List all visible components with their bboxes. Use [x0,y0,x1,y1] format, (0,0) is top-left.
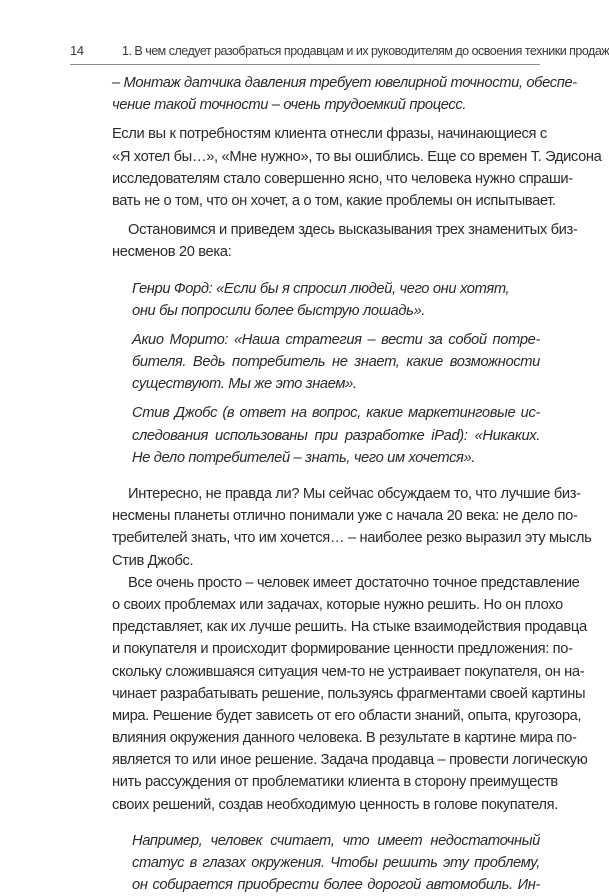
text-line: Генри Форд: «Если бы я спросил людей, чего они хотят, [132,280,510,297]
text-line: требителей знать, что им хочется… – наиболее резко выразил эту мысль [112,530,592,547]
text-line: Например, человек считает, что имеет недостаточный [132,832,540,849]
text-line: Остановимся и приведем здесь высказывания трех знаменитых биз- [128,222,578,239]
text-line: несменов 20 века: [112,244,232,261]
text-line: «Я хотел бы…», «Мне нужно», то вы ошиблись. Еще со времен Т. Эдисона [112,148,602,165]
text-line: влияния окружения данного человека. В результате в картине мира по- [112,730,577,747]
text-line: чинает разрабатывать решение, пользуясь фрагментами своей картины [112,685,586,702]
paragraph [112,483,592,572]
italic-paragraph [112,72,577,116]
paragraph [112,572,588,816]
text-line: чение такой точности – очень трудоемкий процесс. [112,97,467,114]
text-line: Стив Джобс (в ответ на вопрос, какие маркетинговые ис- [132,405,540,422]
text-line: он собирается приобрести более дорогой автомобиль. Ин- [132,877,540,894]
paragraph [112,123,602,212]
text-line: существуют. Мы же это знаем». [132,376,357,393]
text-line: – Монтаж датчика давления требует ювелирной точности, обеспе- [112,75,577,91]
text-line: вать не о том, что он хочет, а о том, какие проблемы он испытывает. [112,192,556,209]
text-line: и покупателя и происходит формирование ценности предложения: по- [112,641,573,658]
text-line: Стив Джобс. [112,552,194,569]
text-line: своих решений, создав необходимую ценность в голове покупателя. [112,796,558,813]
text-line: нить рассуждения от проблематики клиента в сторону преимуществ [112,774,558,791]
text-line: скольку сложившаяся ситуация чем-то не устраивает покупателя, он на- [112,663,585,680]
running-header [70,43,609,58]
quote-jobs [132,402,540,469]
text-line: является то или иное решение. Задача продавца – провести логическую [112,752,588,769]
text-line: Акио Морито: «Наша стратегия – вести за собой потре- [132,331,540,348]
quote-ford [132,278,540,322]
quote-morita [132,329,540,396]
text-line: Не дело потребителей – знать, чего им хочется». [132,449,476,466]
paragraph [112,219,578,263]
text-line: мира. Решение будет зависеть от его области знаний, опыта, кругозора, [112,707,582,724]
quote-example [132,830,540,896]
text-line: представляет, как их лучше решить. На стыке взаимодействия продавца [112,619,587,636]
text-line: исследователям стало совершенно ясно, что человека нужно спраши- [112,170,573,187]
page-body [112,72,602,896]
text-line: следования использованы при разработке iPad): «Никаких. [132,427,540,444]
text-line: Все очень просто – человек имеет достаточно точное представление [128,574,580,591]
text-line: бителя. Ведь потребитель не знает, какие возможности [132,354,540,371]
text-line: статус в глазах окружения. Чтобы решить эту проблему, [132,855,540,871]
page-number: 14 [70,43,84,58]
text-line: несмены планеты отлично понимали уже с начала 20 века: не дело по- [112,508,578,525]
text-line: Интересно, не правда ли? Мы сейчас обсуждаем то, что лучшие биз- [128,486,581,502]
text-line: о своих проблемах или задачах, которые нужно решить. Но он плохо [112,596,563,613]
text-line: Если вы к потребностям клиента отнесли фразы, начинающиеся с [112,126,547,143]
text-line: они бы попросили более быструю лошадь». [132,302,426,319]
running-title: 1. В чем следует разобраться продавцам и их руководителям до освоения техники продаж [122,44,609,58]
header-rule [70,64,540,65]
